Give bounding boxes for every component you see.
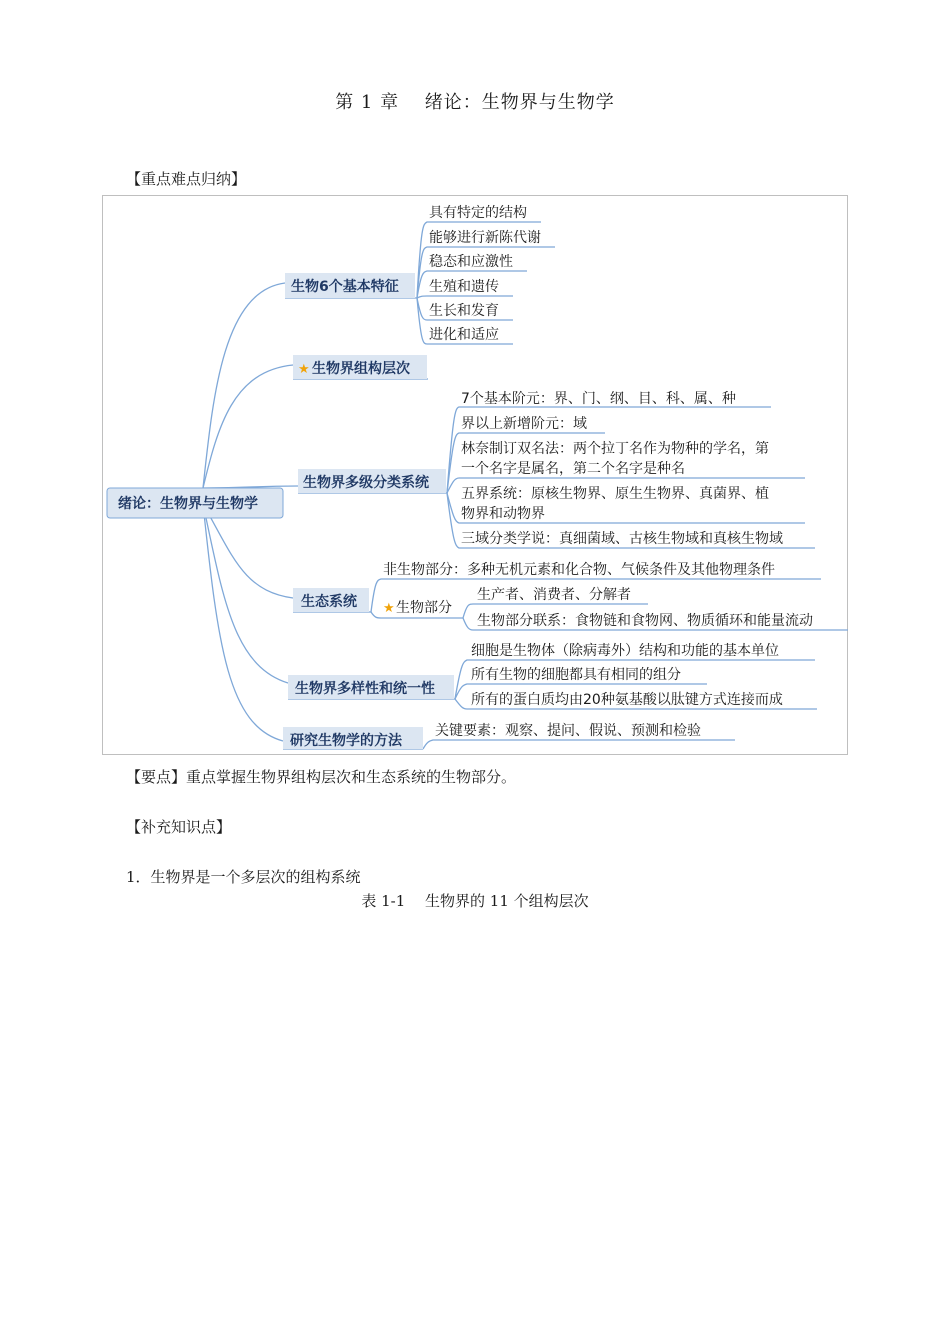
branch-classification: 生物界多级分类系统 (303, 475, 429, 491)
mind-map (102, 195, 848, 755)
leaf-text: 生物部分联系：食物链和食物网、物质循环和能量流动 (477, 613, 813, 629)
mind-map-root: 绪论：生物界与生物学 (118, 496, 258, 512)
leaf-text: 进化和适应 (429, 327, 499, 343)
leaf-text: 所有的蛋白质均由20种氨基酸以肽键方式连接而成 (471, 692, 783, 708)
leaf-text: 生长和发育 (429, 303, 499, 319)
mind-map-canvas (103, 196, 849, 756)
key-point: 【要点】重点掌握生物界组构层次和生态系统的生物部分。 (126, 768, 517, 786)
branch-organization-levels: 生物界组构层次 (312, 361, 410, 377)
leaf-text: 细胞是生物体（除病毒外）结构和功能的基本单位 (471, 643, 779, 659)
star-icon: ★ (298, 362, 310, 377)
list-item-1: 1．生物界是一个多层次的组构系统 (126, 868, 361, 886)
section-supplement: 【补充知识点】 (126, 818, 232, 836)
branch-research-methods: 研究生物学的方法 (290, 733, 402, 749)
section-heading-key: 【重点难点归纳】 (126, 170, 247, 188)
branch-ecosystem: 生态系统 (301, 594, 357, 610)
leaf-bio-part: 生物部分 (396, 600, 452, 616)
chapter-title: 第 1 章 绪论：生物界与生物学 (335, 92, 615, 113)
leaf-text: 所有生物的细胞都具有相同的组分 (471, 667, 681, 683)
leaf-text: 一个名字是属名，第二个名字是种名 (461, 461, 685, 477)
leaf-text: 生产者、消费者、分解者 (477, 587, 631, 603)
star-icon: ★ (383, 601, 395, 616)
leaf-text: 非生物部分：多种无机元素和化合物、气候条件及其他物理条件 (383, 562, 775, 578)
leaf-text: 物界和动物界 (461, 506, 545, 522)
leaf-text: 7个基本阶元：界、门、纲、目、科、属、种 (461, 391, 736, 407)
leaf-text: 五界系统：原核生物界、原生生物界、真菌界、植 (461, 486, 769, 502)
table-caption: 表 1-1 生物界的 11 个组构层次 (361, 892, 589, 910)
leaf-text: 能够进行新陈代谢 (429, 230, 541, 246)
leaf-text: 界以上新增阶元：域 (461, 416, 587, 432)
leaf-text: 具有特定的结构 (429, 205, 527, 221)
branch-basic-features: 生物6个基本特征 (291, 279, 399, 295)
leaf-text: 林奈制订双名法：两个拉丁名作为物种的学名，第 (461, 441, 769, 457)
leaf-text: 关键要素：观察、提问、假说、预测和检验 (435, 723, 701, 739)
leaf-text: 稳态和应激性 (429, 254, 513, 270)
leaf-text: 三域分类学说：真细菌域、古核生物域和真核生物域 (461, 531, 783, 547)
branch-diversity-unity: 生物界多样性和统一性 (295, 681, 435, 697)
leaf-text: 生殖和遗传 (429, 279, 499, 295)
